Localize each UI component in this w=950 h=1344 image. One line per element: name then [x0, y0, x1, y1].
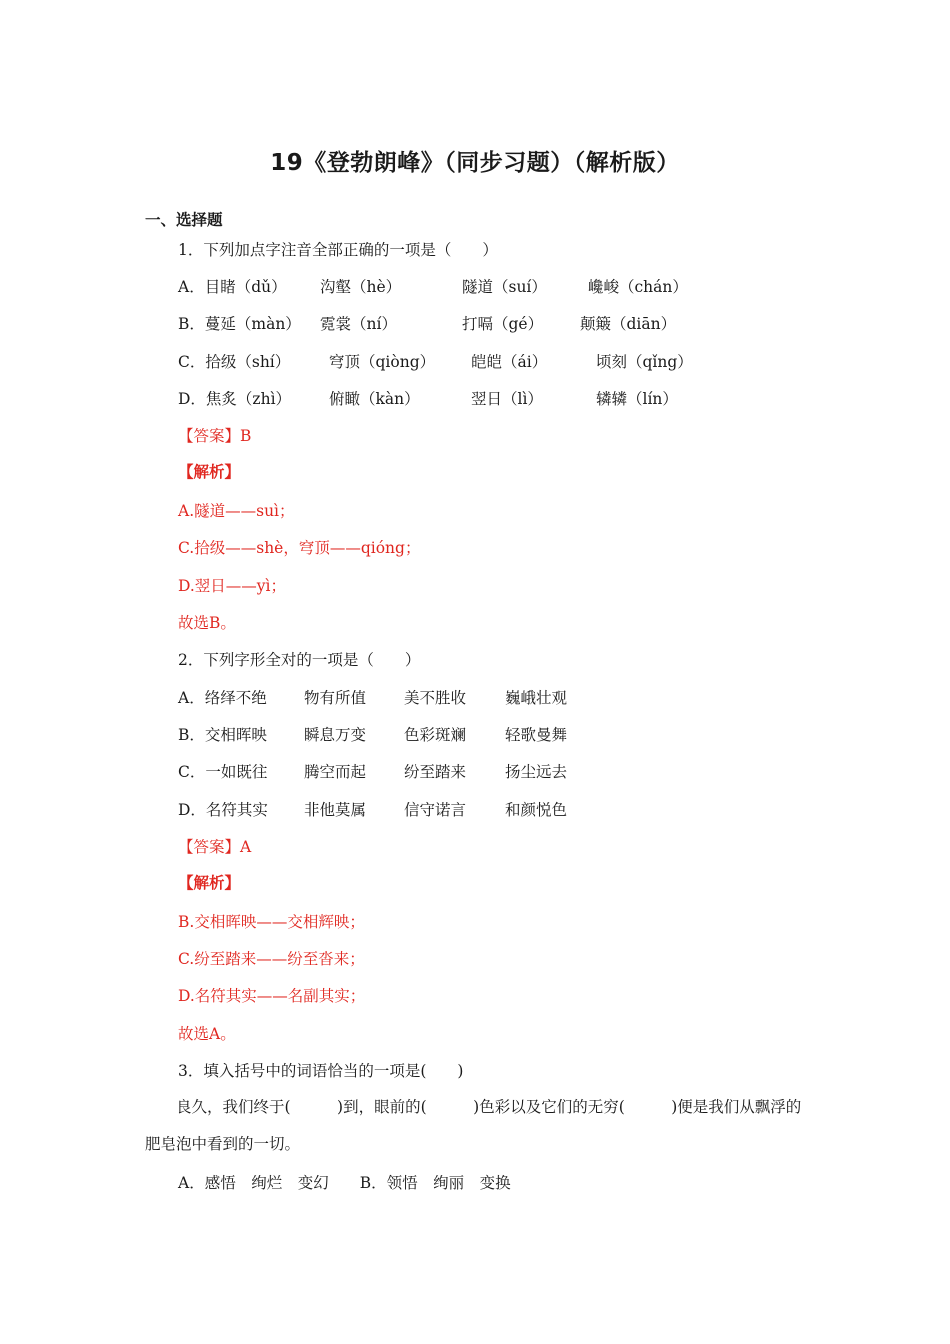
q2-option-c-1: C．一如既往 [178, 763, 268, 781]
q1-option-c-3: 皑皑（ái） [471, 353, 548, 371]
q2-answer [178, 836, 251, 858]
q2-option-c-3: 纷至踏来 [404, 763, 467, 781]
q2-option-a-2: 物有所值 [304, 689, 367, 707]
page-title: 19《登勃朗峰》（同步习题）（解析版） [270, 150, 680, 176]
q2-option-a-3: 美不胜收 [404, 689, 467, 707]
section-heading: 一、选择题 [145, 211, 223, 229]
q2-analysis-tag: 【解析】 [178, 874, 241, 892]
q1-option-b-3: 打嗝（gé） [462, 315, 544, 333]
q2-analysis-line-3: D.名符其实——名副其实； [178, 987, 366, 1005]
q1-option-a-1: A．目睹（dǔ） [178, 278, 287, 296]
q1-option-b-2: 霓裳（ní） [320, 315, 397, 333]
q2-answer-tag: 【答案】 [178, 838, 241, 856]
q1-analysis-line-3: D.翌日——yì； [178, 577, 287, 595]
q2-answer-value: A [240, 838, 252, 856]
q2-option-b-2: 瞬息万变 [304, 726, 367, 744]
q1-option-d-4: 辚辚（lín） [596, 390, 678, 408]
q1-answer-tag: 【答案】 [178, 427, 241, 445]
q3-options: A．感悟 绚烂 变幻 B．领悟 绚丽 变换 [178, 1174, 511, 1192]
q2-option-b-4: 轻歌曼舞 [505, 726, 568, 744]
q2-analysis-line-1: B.交相晖映——交相辉映； [178, 913, 365, 931]
q1-option-c-2: 穹顶（qiòng） [329, 353, 436, 371]
q2-option-d-4: 和颜悦色 [505, 801, 568, 819]
q1-analysis-tag: 【解析】 [178, 463, 241, 481]
q2-conclusion: 故选A。 [178, 1025, 236, 1043]
q2-option-d-3: 信守诺言 [404, 801, 467, 819]
q1-option-c-4: 顷刻（qǐng） [596, 353, 693, 371]
q1-option-a-3: 隧道（suí） [462, 278, 547, 296]
q1-option-b-1: B．蔓延（màn） [178, 315, 301, 333]
q1-option-d-1: D．焦炙（zhì） [178, 390, 292, 408]
q1-option-c-1: C．拾级（shí） [178, 353, 291, 371]
q1-analysis-line-2: C.拾级——shè，穹顶——qióng； [178, 539, 421, 557]
question-1-stem: 1．下列加点字注音全部正确的一项是（ ） [178, 241, 498, 259]
q1-option-b-4: 颠簸（diān） [580, 315, 677, 333]
question-3-stem: 3．填入括号中的词语恰当的一项是( ) [178, 1062, 464, 1080]
q2-option-d-1: D．名符其实 [178, 801, 268, 819]
q2-option-c-4: 扬尘远去 [505, 763, 568, 781]
question-2-stem: 2．下列字形全对的一项是（ ） [178, 651, 421, 669]
q1-answer [178, 425, 251, 447]
q2-option-c-2: 腾空而起 [304, 763, 367, 781]
q2-option-a-4: 巍峨壮观 [505, 689, 568, 707]
q2-option-b-3: 色彩斑斓 [404, 726, 467, 744]
q2-option-d-2: 非他莫属 [304, 801, 367, 819]
q2-option-b-1: B．交相晖映 [178, 726, 267, 744]
q1-conclusion: 故选B。 [178, 614, 236, 632]
q1-option-a-4: 巉峻（chán） [588, 278, 688, 296]
q1-answer-value: B [240, 427, 252, 445]
q1-option-d-3: 翌日（lì） [471, 390, 543, 408]
q1-option-a-2: 沟壑（hè） [320, 278, 402, 296]
q1-option-d-2: 俯瞰（kàn） [329, 390, 420, 408]
q2-analysis-line-2: C.纷至踏来——纷至沓来； [178, 950, 365, 968]
q3-passage: 良久，我们终于( )到，眼前的( )色彩以及它们的无穷( )便是我们从飘浮的肥皂泡中看到的一切。 [145, 1098, 802, 1153]
q2-option-a-1: A．络绎不绝 [178, 689, 267, 707]
q1-analysis-line-1: A.隧道——suì； [178, 502, 295, 520]
